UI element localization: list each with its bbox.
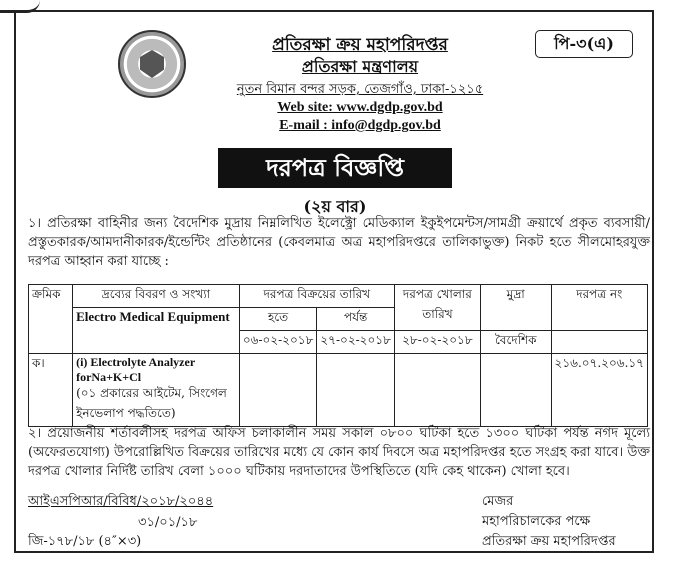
currency-value: বৈদেশিক <box>480 331 551 354</box>
email[interactable]: E-mail : info@dgdp.gov.bd <box>279 118 441 133</box>
row-serial: ক। <box>29 354 73 427</box>
table-row <box>29 354 648 427</box>
header-opening-date: দরপত্র খোলার তারিখ <box>394 285 480 331</box>
header-from: হতে <box>239 308 317 331</box>
header-tender-no: দরপত্র নং <box>551 285 647 331</box>
print-code: জি-১৭৮/১৮ (৪″×৩) <box>28 534 142 549</box>
item-category: Electro Medical Equipment <box>73 308 240 354</box>
table-header-row <box>29 285 648 308</box>
reference-number: আইএসপিআর/বিবিধ/২০১৮/২০৪৪ <box>28 494 214 509</box>
paragraph-2: ২। প্রয়োজনীয় শর্তাবলীসহ দরপত্র অফিস চলাকালীন সময় সকাল ০৮০০ ঘটিকা হতে ১৩০০ ঘটিকা পর্যন্ত নগদ মূল্যে (অফেরতযোগ্য) উপরোল্লিখিত বিক্রয়ের তারিখের মধ্যে যে কোন কার্য দিবসে অত্র মহাপরিদপ্তর হতে সংগ্রহ করা যাবে। উক্ত দরপত্র খোলার নির্দিষ্ট তারিখ বেলা ১০০০ ঘটিকায় দরদাতাদের উপস্থিতিতে (যদি কেহ থাকেন) খোলা হবে। <box>28 426 650 479</box>
notice-subtitle: (২য় বার) <box>303 197 367 216</box>
header-sale-date: দরপত্র বিক্রয়ের তারিখ <box>239 285 394 308</box>
website[interactable]: Web site: www.dgdp.gov.bd <box>277 100 443 115</box>
header-currency: মুদ্রা <box>480 285 551 331</box>
row-item-name: (i) Electrolyte Analyzer forNa+K+Cl <box>76 355 195 384</box>
sale-to-date: ২৭-০২-২০১৮ <box>317 331 395 354</box>
office-name: প্রতিরক্ষা ক্রয় মহাপরিদপ্তর <box>272 35 448 55</box>
row-item-note: (০১ প্রকারের আইটেম, সিংগেল ইনভেলাপ পদ্ধতিতে) <box>76 386 227 420</box>
signatory-behalf: মহাপরিচালকের পক্ষে <box>482 514 591 529</box>
row-item <box>73 354 240 427</box>
notice-title: দরপত্র বিজ্ঞপ্তি <box>218 148 452 188</box>
header-serial: ক্রমিক <box>29 285 73 354</box>
header-description: দ্রব্যের বিবরণ ও সংখ্যা <box>73 285 240 308</box>
ministry-name: প্রতিরক্ষা মন্ত্রণালয় <box>301 57 419 76</box>
signatory-rank: মেজর <box>482 494 514 509</box>
paragraph-1: ১। প্রতিরক্ষা বাহিনীর জন্য বৈদেশিক মুদ্রায় নিম্নলিখিত ইলেক্ট্রো মেডিক্যাল ইকুইপমেন্টস/সামগ্রী ক্রয়ার্থে প্রকৃত ব্যবসায়ী/প্রস্তুতকারক/আমদানীকারক/ইন্ডেন্টিং প্রতিষ্ঠানের (কেবলমাত্র অত্র মহাপরিদপ্তরে তালিকাভুক্ত) নিকট হতে সীলমোহরযুক্ত দরপত্র আহ্বান করা যাচ্ছে : <box>28 216 650 269</box>
tender-no-blank <box>551 331 647 354</box>
signatory-office: প্রতিরক্ষা ক্রয় মহাপরিদপ্তর <box>482 534 616 549</box>
form-number: পি-৩(এ) <box>535 30 633 58</box>
sale-from-date: ০৬-০২-২০১৮ <box>239 331 317 354</box>
opening-date: ২৮-০২-২০১৮ <box>394 331 480 354</box>
header-to: পর্যন্ত <box>317 308 395 331</box>
tender-table <box>28 284 648 427</box>
reference-date: ৩১/০১/১৮ <box>138 515 198 530</box>
office-address: নুতন বিমান বন্দর সড়ক, তেজগাঁও, ঢাকা-১২১৫ <box>236 82 484 97</box>
row-tender-no: ২১৬.০৭.২০৬.১৭ <box>551 354 647 427</box>
